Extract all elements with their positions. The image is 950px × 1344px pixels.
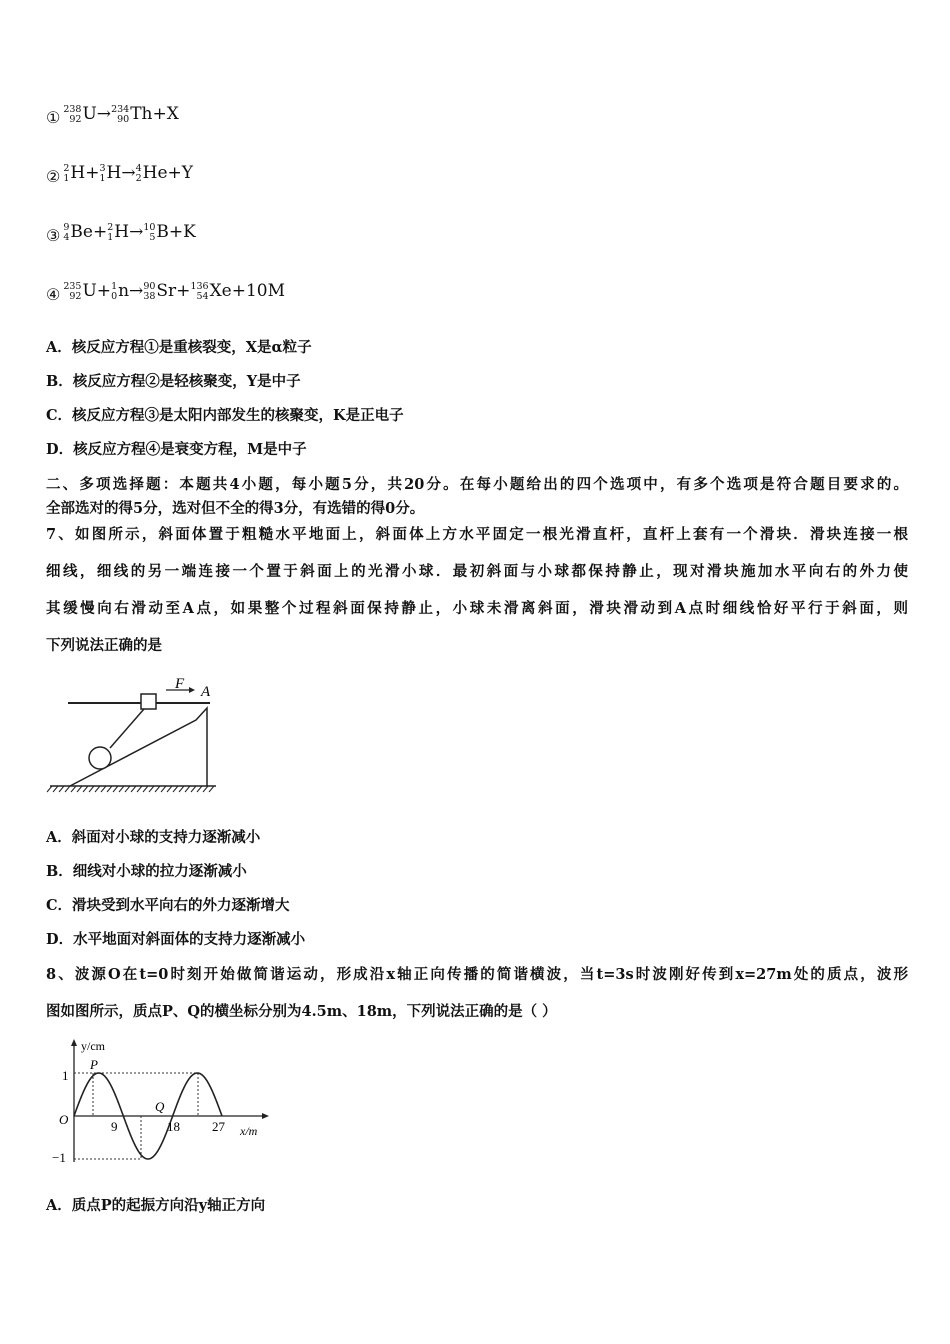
hatch-mark: [191, 786, 196, 792]
hatch-mark: [179, 786, 184, 792]
q7-ground-hatching: [47, 786, 214, 792]
nuclide-numbers: 2 1: [63, 162, 70, 184]
q7-ball: [89, 747, 111, 769]
hatch-mark: [53, 786, 58, 792]
hatch-mark: [197, 786, 202, 792]
y-tick-1: 1: [62, 1068, 69, 1083]
nuclide-numbers: 4 2: [135, 162, 142, 184]
origin-label: O: [59, 1112, 69, 1127]
nuclide-numbers: 10 5: [143, 221, 156, 243]
q8-line-2: 图如图所示，质点P、Q的横坐标分别为4.5m、18m，下列说法正确的是（ ）: [46, 1003, 557, 1020]
section-2-heading: [46, 474, 908, 522]
equation-term: H+: [70, 163, 100, 183]
nuclide-numbers: 1 0: [111, 280, 118, 302]
nuclide-numbers: 2 1: [107, 221, 114, 243]
nuclide-numbers: 3 1: [99, 162, 106, 184]
equation-term: n→: [118, 281, 144, 301]
hatch-mark: [203, 786, 208, 792]
equation-term: Sr+: [156, 281, 191, 301]
q8-line-1: 8、波源O在t=0时刻开始做简谐运动，形成沿x轴正向传播的简谐横波，当t=3s时波刚好传到x=27m处的质点，波形: [46, 966, 908, 983]
hatch-mark: [101, 786, 106, 792]
hatch-mark: [119, 786, 124, 792]
hatch-mark: [71, 786, 76, 792]
hatch-mark: [167, 786, 172, 792]
equation-term: B+K: [156, 222, 196, 242]
x-axis-label: x/m: [240, 1124, 258, 1138]
hatch-mark: [89, 786, 94, 792]
point-p-label: P: [90, 1057, 98, 1072]
hatch-mark: [149, 786, 154, 792]
hatch-mark: [65, 786, 70, 792]
x-tick-9: 9: [111, 1119, 118, 1134]
hatch-mark: [161, 786, 166, 792]
equation-term: H→: [114, 222, 144, 242]
nuclide-numbers: 234 90: [111, 103, 130, 125]
question-7-stem: [46, 524, 908, 672]
equation-number: ③: [46, 226, 61, 245]
q7-line-1: 7、如图所示，斜面体置于粗糙水平地面上，斜面体上方水平固定一根光滑直杆，直杆上套有一个滑块．滑块连接一根: [46, 526, 908, 543]
hatch-mark: [137, 786, 142, 792]
equation-term: Be+: [70, 222, 108, 242]
y-axis-label: y/cm: [81, 1039, 105, 1053]
hatch-mark: [185, 786, 190, 792]
q7-line-2: 细线，细线的另一端连接一个置于斜面上的光滑小球．最初斜面与小球都保持静止，现对滑块施加水平向右的外力使: [46, 563, 908, 580]
q7-option-d: D．水平地面对斜面体的支持力逐渐减小: [46, 931, 306, 948]
hatch-mark: [113, 786, 118, 792]
point-q-label: Q: [155, 1099, 165, 1114]
y-axis-arrowhead: [71, 1039, 77, 1046]
q8-option-a: A．质点P的起振方向沿y轴正方向: [46, 1197, 266, 1214]
q7-label-a: A: [201, 684, 211, 700]
q6-option-d: D．核反应方程④是衰变方程，M是中子: [46, 441, 307, 458]
x-tick-27: 27: [212, 1119, 225, 1134]
equation-2: [46, 163, 193, 184]
q7-force-arrowhead: [189, 687, 195, 693]
q7-line-4: 下列说法正确的是: [46, 637, 162, 654]
hatch-mark: [77, 786, 82, 792]
nuclide-numbers: 235 92: [63, 280, 82, 302]
equation-number: ④: [46, 285, 61, 304]
hatch-mark: [173, 786, 178, 792]
equation-term: He+Y: [142, 163, 193, 183]
x-axis-arrowhead: [262, 1113, 269, 1119]
q7-incline-figure: [44, 676, 224, 796]
hatch-mark: [59, 786, 64, 792]
q7-option-c: C．滑块受到水平向右的外力逐渐增大: [46, 897, 290, 914]
q7-option-b: B．细线对小球的拉力逐渐减小: [46, 863, 247, 880]
equation-term: U→: [82, 104, 112, 124]
nuclide-numbers: 136 54: [190, 280, 209, 302]
hatch-mark: [47, 786, 52, 792]
equation-number: ②: [46, 167, 61, 186]
hatch-mark: [107, 786, 112, 792]
hatch-mark: [143, 786, 148, 792]
question-8-stem: [46, 964, 908, 1038]
q7-line-3: 其缓慢向右滑动至A点，如果整个过程斜面保持静止，小球未滑离斜面，滑块滑动到A点时细线恰好平行于斜面，则: [46, 600, 908, 617]
hatch-mark: [131, 786, 136, 792]
hatch-mark: [95, 786, 100, 792]
nuclide-numbers: 238 92: [63, 103, 82, 125]
equation-term: Th+X: [130, 104, 179, 124]
hatch-mark: [209, 786, 214, 792]
equation-term: U+: [82, 281, 112, 301]
nuclide-numbers: 9 4: [63, 221, 70, 243]
section-2-line-1: 二、多项选择题：本题共4小题，每小题5分，共20分。在每小题给出的四个选项中，有多个选项是符合题目要求的。: [46, 476, 908, 493]
equation-4: [46, 281, 285, 302]
equation-1: [46, 104, 179, 125]
equation-3: [46, 222, 196, 243]
q7-slider-block: [141, 694, 156, 709]
equation-number: ①: [46, 108, 61, 127]
q7-option-a: A．斜面对小球的支持力逐渐减小: [46, 829, 261, 846]
y-tick-minus-1: −1: [52, 1150, 66, 1165]
q6-option-b: B．核反应方程②是轻核聚变，Y是中子: [46, 373, 301, 390]
q6-option-c: C．核反应方程③是太阳内部发生的核聚变，K是正电子: [46, 407, 404, 424]
section-2-line-2: 全部选对的得5分，选对但不全的得3分，有选错的得0分。: [46, 500, 425, 517]
nuclide-numbers: 90 38: [143, 280, 156, 302]
equation-term: Xe+10M: [209, 281, 286, 301]
x-tick-18: 18: [167, 1119, 180, 1134]
q7-label-f: F: [175, 676, 185, 692]
hatch-mark: [83, 786, 88, 792]
equation-term: H→: [106, 163, 136, 183]
q7-string: [110, 709, 144, 748]
q7-incline: [70, 708, 207, 786]
q8-wave-graph: [44, 1036, 284, 1170]
hatch-mark: [125, 786, 130, 792]
hatch-mark: [155, 786, 160, 792]
q6-option-a: A．核反应方程①是重核裂变，X是α粒子: [46, 339, 312, 356]
